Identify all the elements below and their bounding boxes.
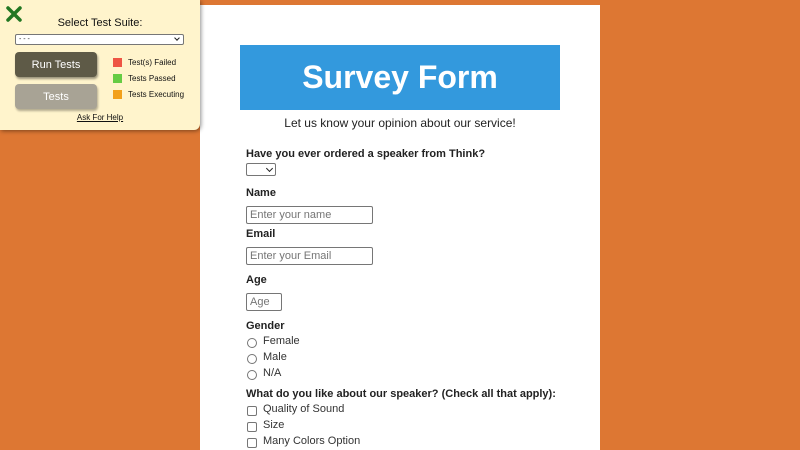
radio-button[interactable] (247, 370, 257, 380)
likes-option-sound[interactable] (247, 402, 344, 416)
checkbox[interactable] (247, 422, 257, 432)
form-description: Let us know your opinion about our service! (284, 116, 516, 130)
gender-label: Gender (246, 320, 285, 332)
checkbox[interactable] (247, 406, 257, 416)
email-label: Email (246, 228, 276, 240)
radio-button[interactable] (247, 338, 257, 348)
legend-passed (113, 73, 176, 83)
gender-option-label: N/A (263, 367, 282, 379)
executing-swatch (113, 90, 122, 99)
run-tests-button[interactable]: Run Tests (15, 52, 97, 77)
failed-swatch (113, 58, 122, 67)
tests-button[interactable]: Tests (15, 84, 97, 109)
legend-failed (113, 57, 176, 67)
age-input[interactable] (246, 293, 282, 311)
gender-option-label: Female (263, 335, 300, 347)
test-suite-selected: - - - (19, 36, 30, 43)
legend-label: Tests Executing (128, 89, 185, 99)
chevron-down-icon (174, 35, 180, 41)
likes-option-size[interactable] (247, 418, 284, 432)
likes-option-label: Many Colors Option (263, 435, 361, 447)
email-input[interactable] (246, 247, 373, 265)
gender-option-label: Male (263, 351, 287, 363)
legend-label: Tests Passed (128, 73, 176, 83)
form-title: Survey Form (240, 45, 560, 110)
name-input[interactable] (246, 206, 373, 224)
age-label: Age (246, 274, 267, 286)
legend-label: Test(s) Failed (128, 57, 177, 67)
test-suite-panel (0, 0, 200, 130)
checkbox[interactable] (247, 438, 257, 448)
passed-swatch (113, 74, 122, 83)
legend-executing (113, 89, 184, 99)
radio-button[interactable] (247, 354, 257, 364)
name-label: Name (246, 187, 276, 199)
gender-option-male[interactable] (247, 350, 287, 364)
test-suite-dropdown[interactable] (15, 34, 184, 45)
likes-option-colors[interactable] (247, 434, 360, 448)
likes-option-label: Size (263, 419, 285, 431)
panel-title: Select Test Suite: (57, 17, 143, 29)
gender-option-female[interactable] (247, 334, 300, 348)
gender-option-na[interactable] (247, 366, 281, 380)
speaker-question-label: Have you ever ordered a speaker from Think? (246, 148, 486, 160)
survey-card (200, 5, 600, 450)
ask-for-help-link[interactable]: Ask For Help (76, 113, 124, 122)
likes-option-label: Quality of Sound (263, 403, 345, 415)
speaker-dropdown[interactable] (246, 163, 276, 176)
chevron-down-icon (266, 165, 273, 172)
likes-question-label: What do you like about our speaker? (Check all that apply): (246, 388, 556, 400)
